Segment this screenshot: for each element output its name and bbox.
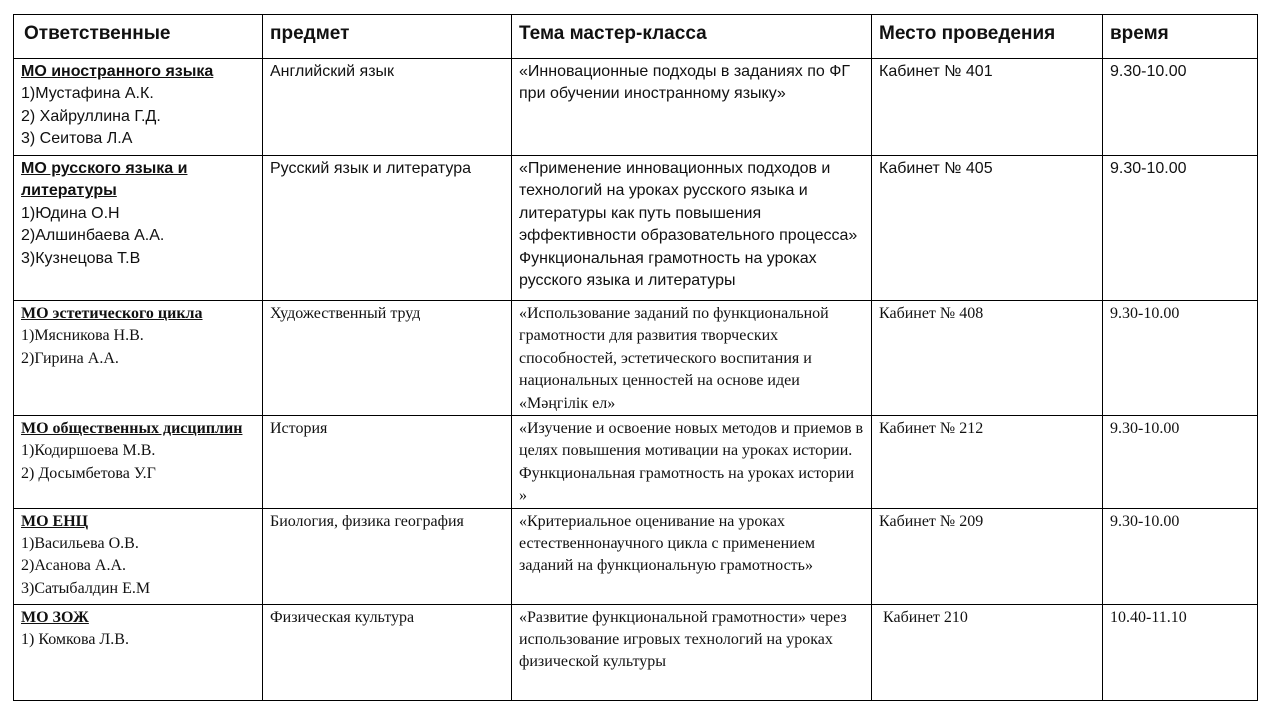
group-name: МО русского языка и литературы: [21, 160, 188, 200]
subject-cell: [263, 508, 512, 604]
member-name: 2) Досымбетова У.Г: [21, 464, 156, 482]
subject-text: Художественный труд: [270, 305, 421, 322]
group-name: МО ЗОЖ: [21, 608, 89, 626]
member-name: 1)Мясникова Н.В.: [21, 327, 144, 345]
topic-cell: [512, 59, 872, 156]
topic-cell: [512, 416, 872, 509]
venue-cell: [872, 416, 1103, 509]
header-subject: предмет: [263, 15, 512, 59]
member-name: 1)Кодиршоева М.В.: [21, 442, 156, 460]
subject-cell: [263, 156, 512, 301]
responsible-cell: [14, 156, 263, 301]
table-row: [14, 604, 1258, 700]
time-cell: [1103, 301, 1258, 416]
responsible-cell: [14, 59, 263, 156]
table-row: [14, 301, 1258, 416]
venue-text: Кабинет № 212: [879, 420, 984, 438]
subject-text: История: [270, 420, 328, 438]
member-name: 1)Васильева О.В.: [21, 535, 139, 553]
venue-cell: [872, 604, 1103, 700]
subject-text: Английский язык: [270, 63, 395, 80]
topic-cell: [512, 508, 872, 604]
subject-cell: [263, 416, 512, 509]
topic-text: «Изучение и освоение новых методов и приемов в целях повышения мотивации на уроках истории. Функциональная грамотность на уроках истории »: [519, 420, 864, 505]
subject-cell: [263, 604, 512, 700]
venue-cell: [872, 508, 1103, 604]
topic-cell: [512, 604, 872, 700]
time-cell: [1103, 416, 1258, 509]
header-row: [14, 15, 1258, 59]
group-name: МО общественных дисциплин: [21, 420, 243, 438]
venue-text: Кабинет 210: [879, 608, 968, 626]
member-name: 2)Гирина А.А.: [21, 349, 119, 367]
venue-text: Кабинет № 408: [879, 305, 984, 322]
topic-cell: [512, 156, 872, 301]
responsible-cell: [14, 416, 263, 509]
topic-text: «Использование заданий по функциональной грамотности для развития творческих способностей, эстетического воспитания и национальных ценностей на основе идеи «Мәңгілік ел»: [519, 305, 829, 412]
member-name: 3)Кузнецова Т.В: [21, 249, 141, 267]
member-name: 3) Сеитова Л.А: [21, 130, 133, 148]
group-name: МО иностранного языка: [21, 63, 214, 80]
venue-cell: [872, 301, 1103, 416]
subject-text: Физическая культура: [270, 608, 415, 626]
time-text: 10.40-11.10: [1110, 608, 1187, 626]
table-row: [14, 508, 1258, 604]
time-cell: [1103, 508, 1258, 604]
subject-cell: [263, 301, 512, 416]
table-row: [14, 156, 1258, 301]
subject-cell: [263, 59, 512, 156]
venue-text: Кабинет № 209: [879, 512, 984, 530]
time-cell: [1103, 604, 1258, 700]
header-time: время: [1103, 15, 1258, 59]
subject-text: Биология, физика география: [270, 512, 464, 530]
time-text: 9.30-10.00: [1110, 160, 1187, 177]
header-venue: Место проведения: [872, 15, 1103, 59]
member-name: 1)Юдина О.Н: [21, 204, 120, 222]
time-cell: [1103, 59, 1258, 156]
member-name: 2) Хайруллина Г.Д.: [21, 107, 161, 125]
table-row: [14, 416, 1258, 509]
group-name: МО эстетического цикла: [21, 305, 203, 322]
time-text: 9.30-10.00: [1110, 512, 1180, 530]
table-row: [14, 59, 1258, 156]
venue-text: Кабинет № 401: [879, 63, 993, 80]
time-cell: [1103, 156, 1258, 301]
member-name: 3)Сатыбалдин Е.М: [21, 579, 151, 597]
time-text: 9.30-10.00: [1110, 305, 1180, 322]
group-name: МО ЕНЦ: [21, 512, 89, 530]
responsible-cell: [14, 604, 263, 700]
header-responsible: Ответственные: [14, 15, 263, 59]
header-topic: Тема мастер-класса: [512, 15, 872, 59]
responsible-cell: [14, 301, 263, 416]
member-name: 1)Мустафина А.К.: [21, 85, 154, 103]
topic-text: «Развитие функциональной грамотности» через использование игровых технологий на уроках физической культуры: [519, 608, 847, 671]
venue-text: Кабинет № 405: [879, 160, 993, 177]
schedule-table: [13, 14, 1258, 701]
member-name: 2)Асанова А.А.: [21, 557, 126, 575]
member-name: 1) Комкова Л.В.: [21, 631, 129, 649]
venue-cell: [872, 59, 1103, 156]
topic-text: «Инновационные подходы в заданиях по ФГ при обучении иностранному языку»: [519, 63, 851, 103]
responsible-cell: [14, 508, 263, 604]
topic-text: «Применение инновационных подходов и технологий на уроках русского языка и литературы как путь повышения эффективности образовательного процесса» Функциональная грамотность на уроках русского языка и литературы: [519, 160, 858, 290]
venue-cell: [872, 156, 1103, 301]
topic-cell: [512, 301, 872, 416]
time-text: 9.30-10.00: [1110, 63, 1187, 80]
topic-text: «Критериальное оценивание на уроках естественнонаучного цикла с применением заданий на функциональную грамотность»: [519, 512, 815, 575]
member-name: 2)Алшинбаева А.А.: [21, 227, 165, 245]
subject-text: Русский язык и литература: [270, 160, 472, 177]
time-text: 9.30-10.00: [1110, 420, 1180, 438]
